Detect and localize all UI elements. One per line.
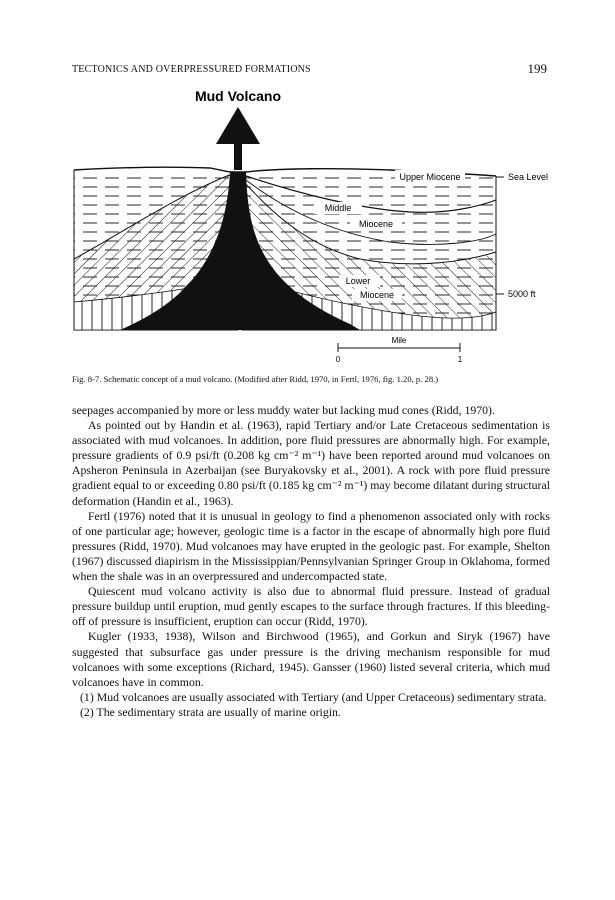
eruption-arrow-head	[216, 107, 260, 144]
paragraph: As pointed out by Handin et al. (1963), rapid Tertiary and/or Late Cretaceous sedimentation is associated with mud volcanoes. In addition, pore fluid pressures are abnormally high. For example, pressure gradients of 0.9 psi/ft (0.208 kg cm⁻² m⁻¹) have been reported around mud volcanoes on Apsheron Peninsula in Azerbaijan (see Buryakovsky et al., 2001). A rock with pore fluid pressure gradient equal to or exceeding 0.80 psi/ft (0.185 kg cm⁻² m⁻¹) may become dilatant during structural deformation (Handin et al., 1963).	[72, 418, 550, 508]
scale-zero: 0	[335, 355, 341, 364]
label-sea-level: Sea Level	[508, 172, 549, 182]
label-upper-miocene: Upper Miocene	[399, 172, 461, 182]
label-lower-miocene: Miocene	[359, 290, 395, 300]
label-middle: Middle	[324, 203, 352, 213]
running-head: TECTONICS AND OVERPRESSURED FORMATIONS	[72, 64, 311, 75]
paragraph: Quiescent mud volcano activity is also due to abnormal fluid pressure. Instead of gradual pressure buildup until eruption, mud gently escapes to the surface through fractures. If this bleeding-off of pressure is insufficient, eruption can occur (Ridd, 1970).	[72, 584, 550, 629]
mud-volcano-figure	[60, 84, 560, 374]
cross-section	[74, 167, 496, 330]
page-number: 199	[527, 61, 547, 76]
figure-caption: Fig. 8-7. Schematic concept of a mud volcano. (Modified after Ridd, 1970, in Fertl, 1976, fig. 1.20, p. 28.)	[72, 374, 439, 384]
label-lower: Lower	[345, 276, 371, 286]
eruption-arrow-shaft	[234, 142, 242, 170]
criteria-item: (1) Mud volcanoes are usually associated with Tertiary (and Upper Cretaceous) sedimentary strata.	[80, 689, 547, 704]
paragraph: Kugler (1933, 1938), Wilson and Birchwood (1965), and Gorkun and Siryk (1967) have suggested that subsurface gas under pressure is the driving mechanism responsible for mud volcanoes with some exceptions (Richard, 1945). Gansser (1960) listed several criteria, which mud volcanoes have in common.	[72, 629, 550, 689]
scale-bar	[336, 336, 463, 364]
criteria-item: (2) The sedimentary strata are usually of marine origin.	[80, 704, 341, 719]
label-middle-miocene: Miocene	[358, 219, 394, 229]
body-text	[72, 403, 550, 720]
paragraph: Fertl (1976) noted that it is unusual in geology to find a phenomenon associated only with rocks of one particular age; however, geologic time is a factor in the escape of abnormally high pore fluid pressures (Ridd, 1970). Mud volcanoes may have erupted in the geologic past. For example, Shelton (1967) discussed diapirism in the Mississippian/Pennsylvanian Springer Group in Oklahoma, formed when the shale was in an overpressured and undercompacted state.	[72, 508, 550, 584]
mud-volcano-diagram	[60, 84, 560, 374]
label-depth: 5000 ft	[508, 289, 536, 299]
paragraph: seepages accompanied by more or less muddy water but lacking mud cones (Ridd, 1970).	[72, 403, 495, 417]
scale-label: Mile	[391, 336, 407, 345]
scale-one: 1	[457, 355, 463, 364]
figure-title: Mud Volcano	[194, 88, 282, 104]
